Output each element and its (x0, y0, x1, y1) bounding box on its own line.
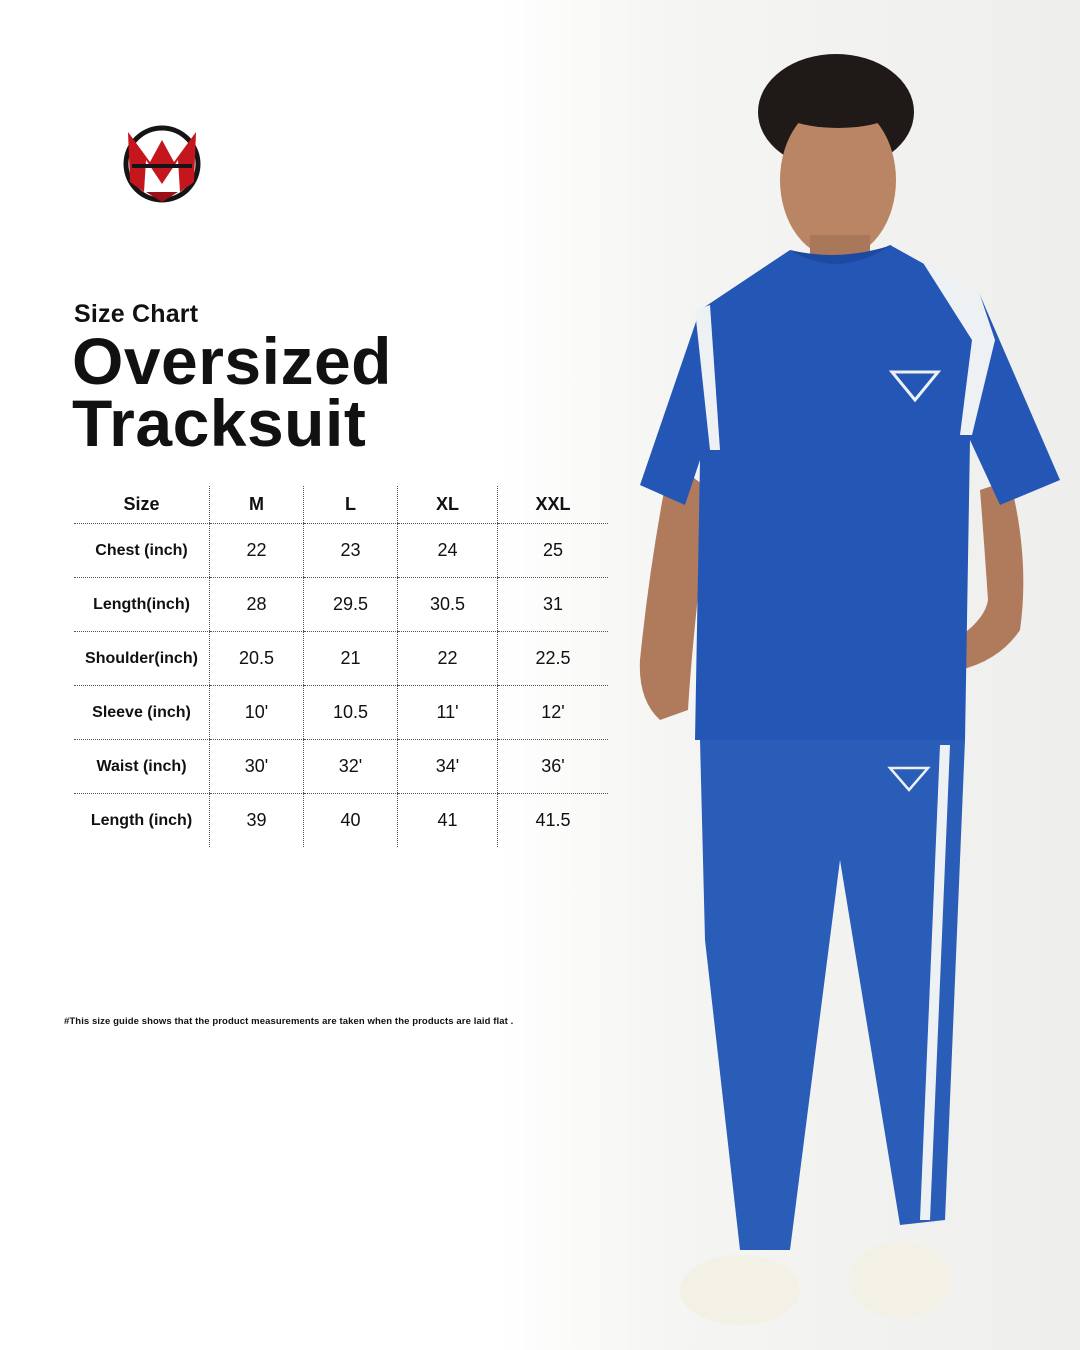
model-photo (600, 40, 1080, 1350)
product-title (72, 324, 492, 460)
table-cell: 22 (210, 524, 304, 578)
table-cell: 40 (304, 794, 398, 848)
table-cell: 30' (210, 740, 304, 794)
table-cell: 23 (304, 524, 398, 578)
table-row (74, 794, 608, 848)
table-cell: 36' (498, 740, 609, 794)
column-header: XL (398, 486, 498, 524)
row-label: Shoulder(inch) (74, 632, 210, 686)
title-line-1: Oversized (72, 324, 392, 398)
table-cell: 39 (210, 794, 304, 848)
table-row (74, 632, 608, 686)
table-cell: 10.5 (304, 686, 398, 740)
row-label: Waist (inch) (74, 740, 210, 794)
table-cell: 24 (398, 524, 498, 578)
column-header: XXL (498, 486, 609, 524)
column-header: L (304, 486, 398, 524)
table-cell: 11' (398, 686, 498, 740)
table-cell: 41 (398, 794, 498, 848)
column-header: M (210, 486, 304, 524)
table-cell: 30.5 (398, 578, 498, 632)
table-cell: 32' (304, 740, 398, 794)
table-row (74, 524, 608, 578)
table-cell: 28 (210, 578, 304, 632)
table-row (74, 740, 608, 794)
size-chart-label: Size Chart (74, 300, 199, 328)
table-cell: 21 (304, 632, 398, 686)
row-label: Chest (inch) (74, 524, 210, 578)
row-label: Sleeve (inch) (74, 686, 210, 740)
table-row (74, 686, 608, 740)
table-header-row (74, 486, 608, 524)
table-cell: 25 (498, 524, 609, 578)
table-cell: 20.5 (210, 632, 304, 686)
table-cell: 22 (398, 632, 498, 686)
measurement-footnote: #This size guide shows that the product measurements are taken when the products are laid flat . (64, 1016, 514, 1027)
table-cell: 31 (498, 578, 609, 632)
table-cell: 10' (210, 686, 304, 740)
row-label: Length (inch) (90, 811, 193, 829)
table-cell: 41.5 (498, 794, 609, 848)
row-label: Length(inch) (74, 578, 210, 632)
table-cell: 34' (398, 740, 498, 794)
table-cell: 29.5 (304, 578, 398, 632)
size-table (74, 486, 608, 847)
column-header: Size (74, 486, 210, 524)
title-line-2: Tracksuit (72, 386, 367, 460)
table-row (74, 578, 608, 632)
m-monogram-logo (120, 122, 204, 204)
table-cell: 22.5 (498, 632, 609, 686)
table-cell: 12' (498, 686, 609, 740)
